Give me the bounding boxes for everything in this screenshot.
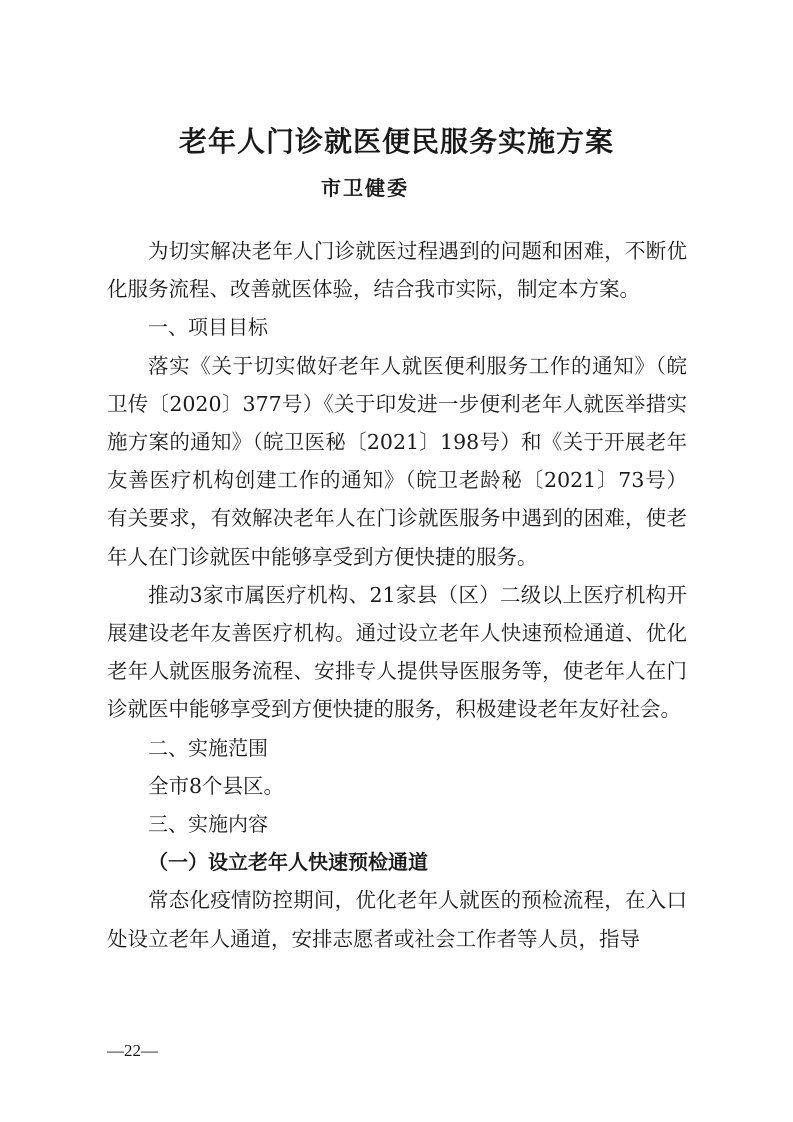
section-1-heading: 一、项目目标: [148, 315, 268, 340]
section-3-heading: 三、实施内容: [148, 812, 268, 837]
section-1-paragraph-1: 落实《关于切实做好老年人就医便利服务工作的通知》（皖卫传〔2020〕377号）《关于印发进一步便利老年人就医举措实施方案的通知》（皖卫医秘〔2021〕198号）和《关于开展老年友善医疗机构创建工作的通知》（皖卫老龄秘〔2021〕73号）有关要求，有效解决老年人在门诊就医服务中遇到的困难，使老年人在门诊就医中能够享受到方便快捷的服务。: [107, 353, 687, 569]
section-3-sub-1-paragraph: 常态化疫情防控期间，优化老年人就医的预检流程，在入口处设立老年人通道，安排志愿者或社会工作者等人员，指导: [107, 888, 687, 951]
section-3-subheading-1: （一）设立老年人快速预检通道: [148, 850, 428, 875]
document-body: [107, 232, 687, 958]
document-title: 老年人门诊就医便民服务实施方案: [178, 125, 614, 158]
section-1-paragraph-2: 推动3家市属医疗机构、21家县（区）二级以上医疗机构开展建设老年友善医疗机构。通过设立老年人快速预检通道、优化老年人就医服务流程、安排专人提供导医服务等，使老年人在门诊就医中能够享受到方便快捷的服务，积极建设老年友好社会。: [107, 582, 687, 722]
page-number: —22—: [107, 1041, 158, 1060]
section-2-paragraph: 全市8个县区。: [148, 773, 285, 798]
intro-paragraph: 为切实解决老年人门诊就医过程遇到的问题和困难，不断优化服务流程、改善就医体验，结合我市实际，制定本方案。: [107, 239, 687, 302]
section-2-heading: 二、实施范围: [148, 735, 268, 760]
document-author: 市卫健委: [321, 176, 409, 200]
